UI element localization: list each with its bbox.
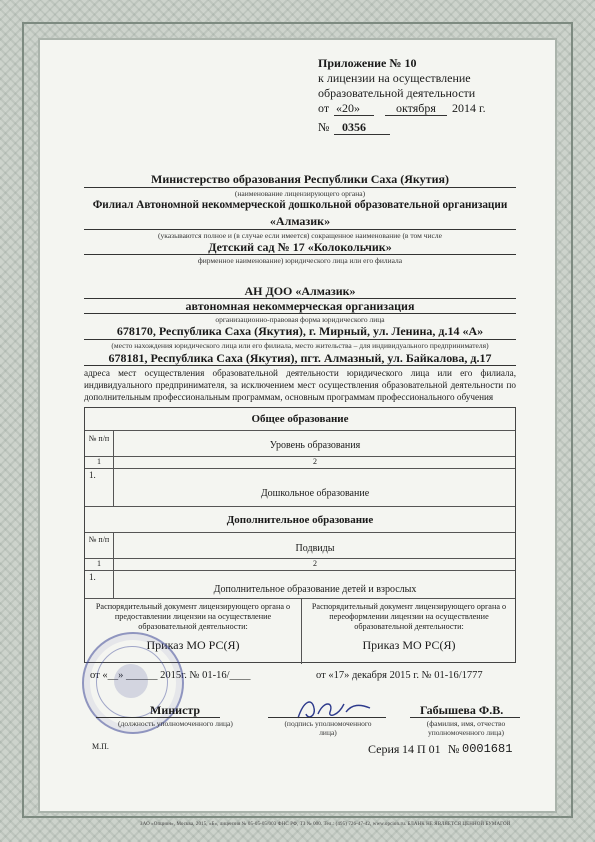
branch-name-line2: «Алмазик» bbox=[269, 214, 331, 228]
row-general-level: Дошкольное образование bbox=[260, 488, 370, 499]
appendix-line2: к лицензии на осуществление bbox=[318, 71, 471, 85]
doc-grant-line: от «__» ______ 2015г. № 01-16/____ bbox=[90, 670, 251, 681]
education-table bbox=[84, 407, 516, 663]
appendix-title: Приложение № 10 bbox=[318, 56, 417, 70]
legal-short-name: АН ДОО «Алмазик» bbox=[244, 284, 356, 298]
signer-name: Габышева Ф.В. bbox=[420, 703, 504, 717]
series-label: Серия bbox=[368, 742, 400, 756]
row-additional-subtype: Дополнительное образование детей и взрослых bbox=[213, 584, 417, 595]
doc-reissue-caption: Распорядительный документ лицензирующего органа о переоформлении лицензии на осуществление образовательной деятельности: bbox=[311, 602, 507, 631]
appendix-date-prefix: от bbox=[318, 101, 330, 115]
col-subtype-header: Подвиды bbox=[295, 543, 335, 554]
col-num-header-2: № п/п bbox=[88, 535, 110, 544]
section-general-title: Общее образование bbox=[251, 413, 349, 425]
section-additional-title: Дополнительное образование bbox=[226, 514, 374, 526]
col-level-header: Уровень образования bbox=[269, 440, 361, 451]
doc-reissue-title: Приказ МО РС(Я) bbox=[362, 638, 456, 652]
series-number: 0001681 bbox=[462, 742, 513, 756]
coat-of-arms-icon bbox=[114, 664, 148, 698]
appendix-number-prefix: № bbox=[318, 120, 330, 134]
col-num-header: № п/п bbox=[88, 434, 110, 443]
col-index-2: 2 bbox=[313, 457, 317, 466]
branch-caption: (указываются полное и (в случае если имеется) сокращенное наименование (в том числе bbox=[158, 231, 442, 240]
legal-form: автономная некоммерческая организация bbox=[185, 299, 415, 313]
authority-caption: (наименование лицензирующего органа) bbox=[234, 189, 366, 198]
legal-form-caption: организационно-правовая форма юридического лица bbox=[215, 315, 385, 324]
mp-label: М.П. bbox=[92, 742, 109, 751]
branch-short-name: Детский сад № 17 «Колокольчик» bbox=[208, 240, 392, 254]
signer-name-caption: (фамилия, имя, отчество уполномоченного лица) bbox=[426, 719, 506, 737]
activity-paragraph: адреса мест осуществления образовательной деятельности юридического лица или его филиала, индивидуального предпринимателя, за исключением мест осуществления образовательной деятельности по дополнительным профессиональным программам, основным программам профессионального обучения bbox=[84, 368, 516, 402]
doc-grant-title: Приказ МО РС(Я) bbox=[146, 638, 240, 652]
branch-name: Филиал Автономной некоммерческой дошкольной образовательной организации bbox=[92, 199, 508, 211]
row-additional-num: 1. bbox=[89, 572, 96, 582]
minister-caption: (должность уполномоченного лица) bbox=[118, 719, 233, 728]
activity-address: 678181, Республика Саха (Якутия), пгт. Алмазный, ул. Байкалова, д.17 bbox=[108, 351, 492, 365]
col-index-1b: 1 bbox=[97, 559, 101, 568]
col-index-2b: 2 bbox=[313, 559, 317, 568]
address-caption: (место нахождения юридического лица или его филиала, место жительства – для индивидуального предпринимателя) bbox=[111, 341, 489, 350]
printer-footer: ЗАО «Опцион», Москва, 2015, «Б», лицензия № 05-05-05/003 ФНС РФ, ТЗ № 000. Тел.: (495) 726-47-42, www.opcion.ru. БЛАНК НЕ ЯВЛЯЕТСЯ ЦЕННОЙ БУМАГОЙ bbox=[140, 822, 511, 827]
appendix-date-year: 2014 г. bbox=[452, 101, 486, 115]
minister-title: Министр bbox=[150, 703, 201, 717]
series-number-prefix: № bbox=[448, 742, 460, 756]
appendix-date-month: октября bbox=[396, 101, 436, 115]
appendix-date-day: «20» bbox=[336, 101, 360, 115]
appendix-line3: образовательной деятельности bbox=[318, 86, 476, 100]
series-value: 14 П 01 bbox=[402, 742, 441, 756]
authority-name: Министерство образования Республики Саха (Якутия) bbox=[151, 172, 449, 186]
col-index-1: 1 bbox=[97, 457, 101, 466]
row-general-num: 1. bbox=[89, 470, 96, 480]
appendix-number: 0356 bbox=[342, 120, 366, 134]
doc-reissue-line: от «17» декабря 2015 г. № 01-16/1777 bbox=[316, 670, 483, 681]
legal-address: 678170, Республика Саха (Якутия), г. Мирный, ул. Ленина, д.14 «А» bbox=[116, 324, 484, 338]
signature-caption: (подпись уполномоченного лица) bbox=[284, 719, 372, 737]
doc-grant-caption: Распорядительный документ лицензирующего органа о предоставлении лицензии на осуществление образовательной деятельности: bbox=[95, 602, 291, 631]
branch-short-caption: фирменное наименование) юридического лица или его филиала bbox=[197, 256, 403, 265]
